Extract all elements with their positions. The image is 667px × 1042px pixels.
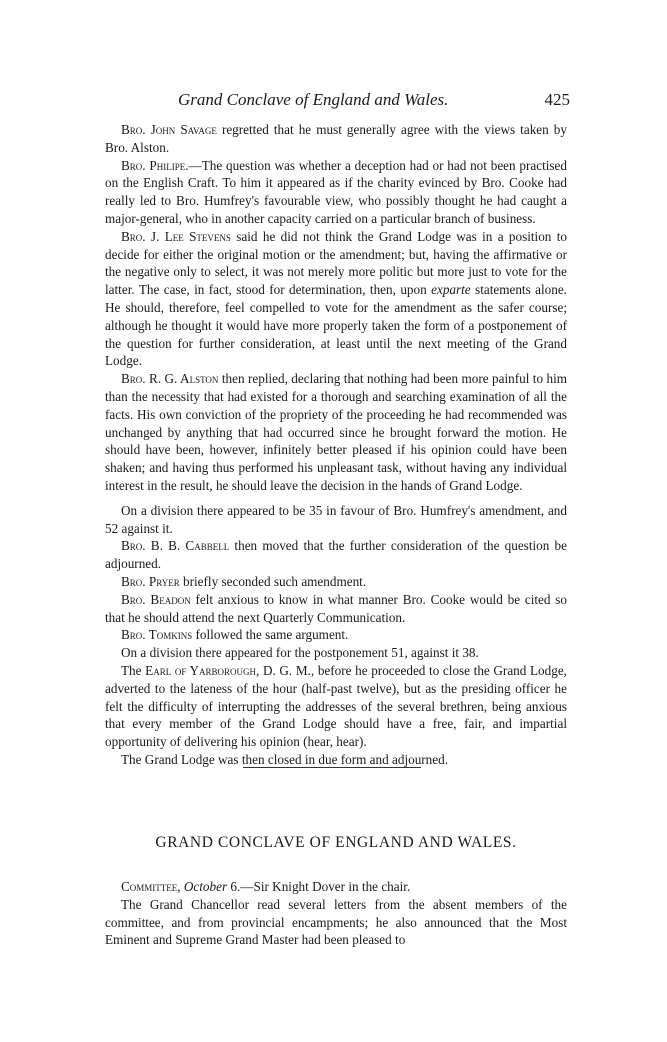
paragraph-stevens <box>105 228 567 370</box>
speaker-name: Bro. Pryer <box>121 573 180 589</box>
speaker-name: Bro. R. G. Alston <box>121 371 219 387</box>
speaker-name: Bro. John Savage <box>121 122 217 137</box>
section-heading: GRAND CONCLAVE OF ENGLAND AND WALES. <box>155 834 517 851</box>
paragraph-alston <box>105 370 567 495</box>
paragraph-savage <box>105 121 567 157</box>
section-divider <box>243 767 421 768</box>
paragraph-text: —The question was whether a deception had or had not been practised on the English Craft. To him it appeared as if the charity evinced by Bro. Cooke had really led to Bro. Humfrey's favourable view, who possibly thought he had caught a major-general, who in another capacity carried on a particular branch of business. <box>105 157 567 226</box>
paragraph-tomkins <box>105 626 567 644</box>
paragraph-text: The Grand Lodge was then closed in due form and adjourned. <box>121 751 449 767</box>
page-number: 425 <box>544 90 570 109</box>
proceedings-text <box>105 121 567 769</box>
month-label: October <box>183 879 228 894</box>
paragraph-division-2 <box>105 644 567 662</box>
running-header <box>178 90 570 112</box>
paragraph-text: regretted that he must generally agree with the views taken by Bro. Alston. <box>105 122 567 155</box>
paragraph-philipe <box>105 157 567 228</box>
paragraph-yarborough <box>105 662 567 751</box>
conclave-text <box>105 878 567 949</box>
paragraph-text: followed the same argument. <box>192 627 349 643</box>
paragraph-text: said he did not think the Grand Lodge was in a position to decide for either the original motion or the amendment; but, having the affirmative or the negative only to select, it was not merely more politic but more just to vote for the latter. The case, in fact, stood for determination, then, upon <box>105 228 568 298</box>
paragraph-chancellor <box>105 896 567 949</box>
speaker-name: Bro. Tomkins <box>121 627 193 643</box>
paragraph-text: On a division there appeared to be 35 in favour of Bro. Humfrey's amendment, and 52 against it. <box>105 502 567 536</box>
paragraph-text: , D. G. M., before he proceeded to close the Grand Lodge, adverted to the lateness of the hour (half-past twelve), but as the presiding officer he felt the difficulty of interrupting the addresses of the several brethren, being anxious that every member of the Grand Lodge should have a free, fair, and impartial opportunity of delivering his opinion (hear, hear). <box>105 662 567 750</box>
paragraph-text: briefly seconded such amendment. <box>179 573 367 589</box>
paragraph-prefix: The <box>121 662 146 678</box>
speaker-name: Bro. B. B. Cabbell <box>121 538 230 554</box>
paragraph-committee <box>105 878 567 896</box>
paragraph-text: 6.—Sir Knight Dover in the chair. <box>227 879 411 894</box>
paragraph-pryer <box>105 573 567 591</box>
paragraph-text: felt anxious to know in what manner Bro. Cooke would be cited so that he should attend the next Quarterly Communication. <box>105 591 568 625</box>
paragraph-text: statements alone. He should, therefore, feel compelled to vote for the amendment as the safer course; although he thought it would have more properly taken the form of a postponement of the question for further consideration, at least until the next meeting of the Grand Lodge. <box>105 282 567 369</box>
paragraph-text: On a division there appeared for the postponement 51, against it 38. <box>121 645 479 661</box>
running-title: Grand Conclave of England and Wales. <box>178 90 449 109</box>
speaker-name: Bro. Beadon <box>121 591 191 607</box>
italic-term: exparte <box>431 282 471 298</box>
paragraph-beadon <box>105 591 567 627</box>
speaker-name: Earl of Yarborough <box>145 662 257 678</box>
paragraph-text: then replied, declaring that nothing had been more painful to him than the necessity that had existed for a thorough and searching examination of all the facts. His own conviction of the propriety of the proceeding he had recommended was unchanged by anything that had occurred since he brought forward the motion. He should have been, however, infinitely better pleased if his opinion could have been shaken; and having thus performed his unpleasant task, without having any individual interest in the result, he should leave the decision in the hands of Grand Lodge. <box>105 371 567 493</box>
paragraph-cabbell <box>105 537 567 573</box>
paragraph-division-1 <box>105 502 567 538</box>
speaker-name: Bro. J. Lee Stevens <box>121 228 231 244</box>
paragraph-text: then moved that the further consideration of the question be adjourned. <box>105 538 567 572</box>
paragraph-text: The Grand Chancellor read several letters from the absent members of the committee, and from provincial encampments; he also announced that the Most Eminent and Supreme Grand Master had been pleased to <box>105 896 567 948</box>
speaker-name: Bro. Philipe. <box>121 157 189 173</box>
committee-label: Committee, <box>121 879 181 894</box>
